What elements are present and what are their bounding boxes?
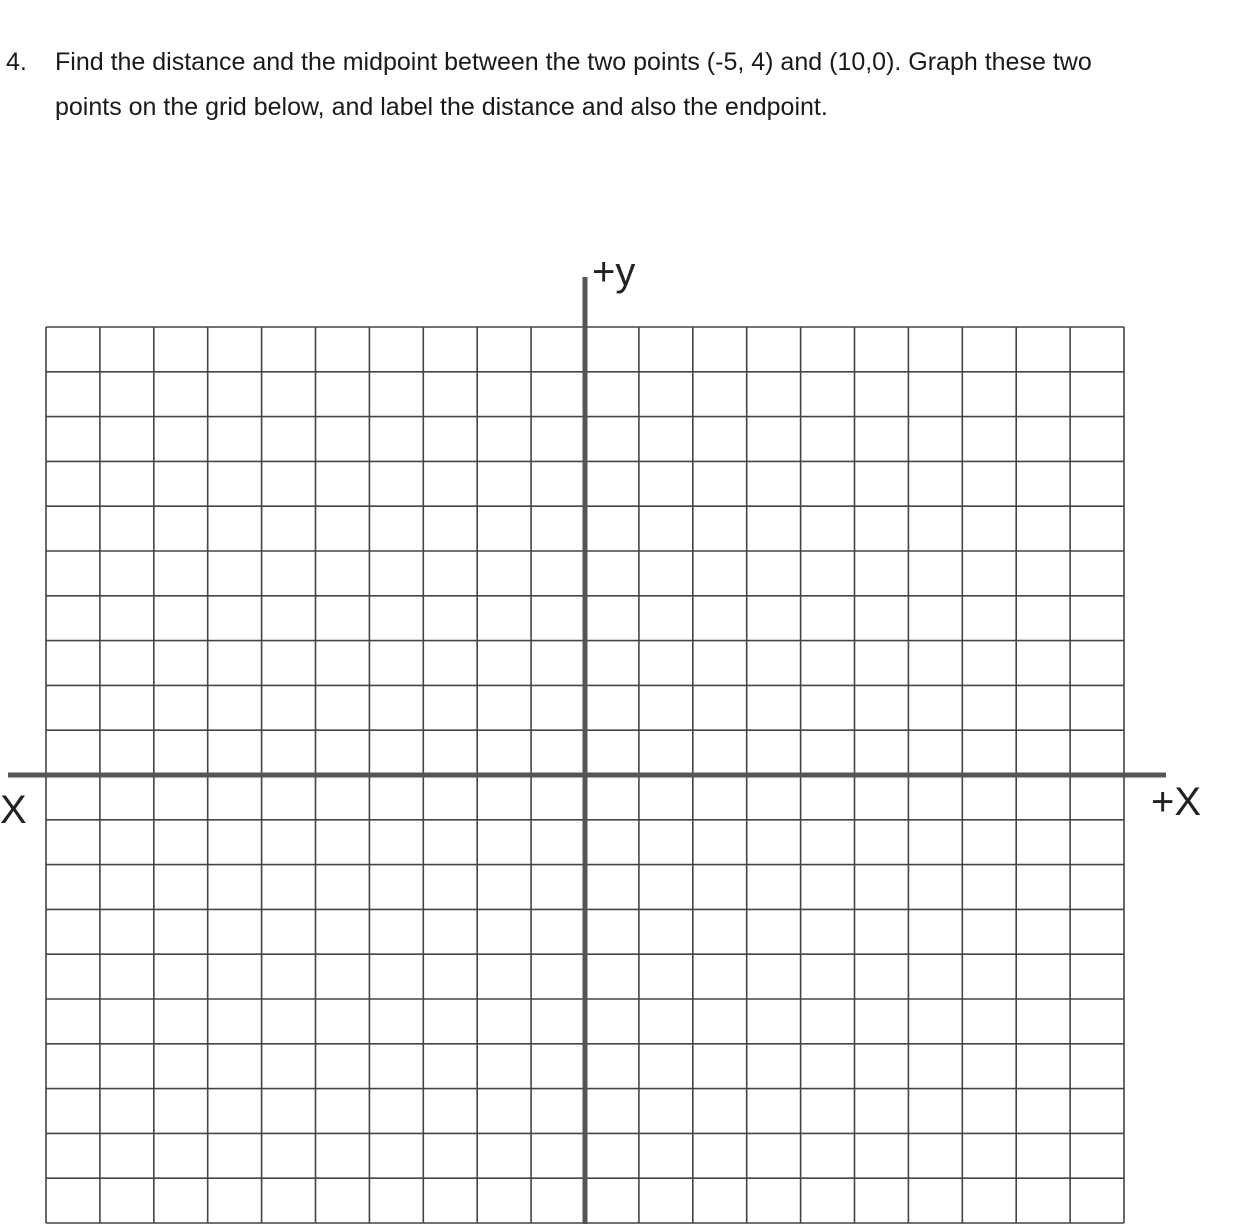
question-line-1: Find the distance and the midpoint between the two points (-5, 4) and (10,0). Graph these two bbox=[55, 48, 1092, 76]
question-line-2: points on the grid below, and label the distance and also the endpoint. bbox=[55, 93, 828, 121]
positive-x-axis-label: +X bbox=[1151, 780, 1202, 824]
question-number: 4. bbox=[6, 48, 27, 76]
y-axis-label: +y bbox=[592, 250, 636, 294]
negative-x-axis-label: X bbox=[0, 788, 27, 832]
